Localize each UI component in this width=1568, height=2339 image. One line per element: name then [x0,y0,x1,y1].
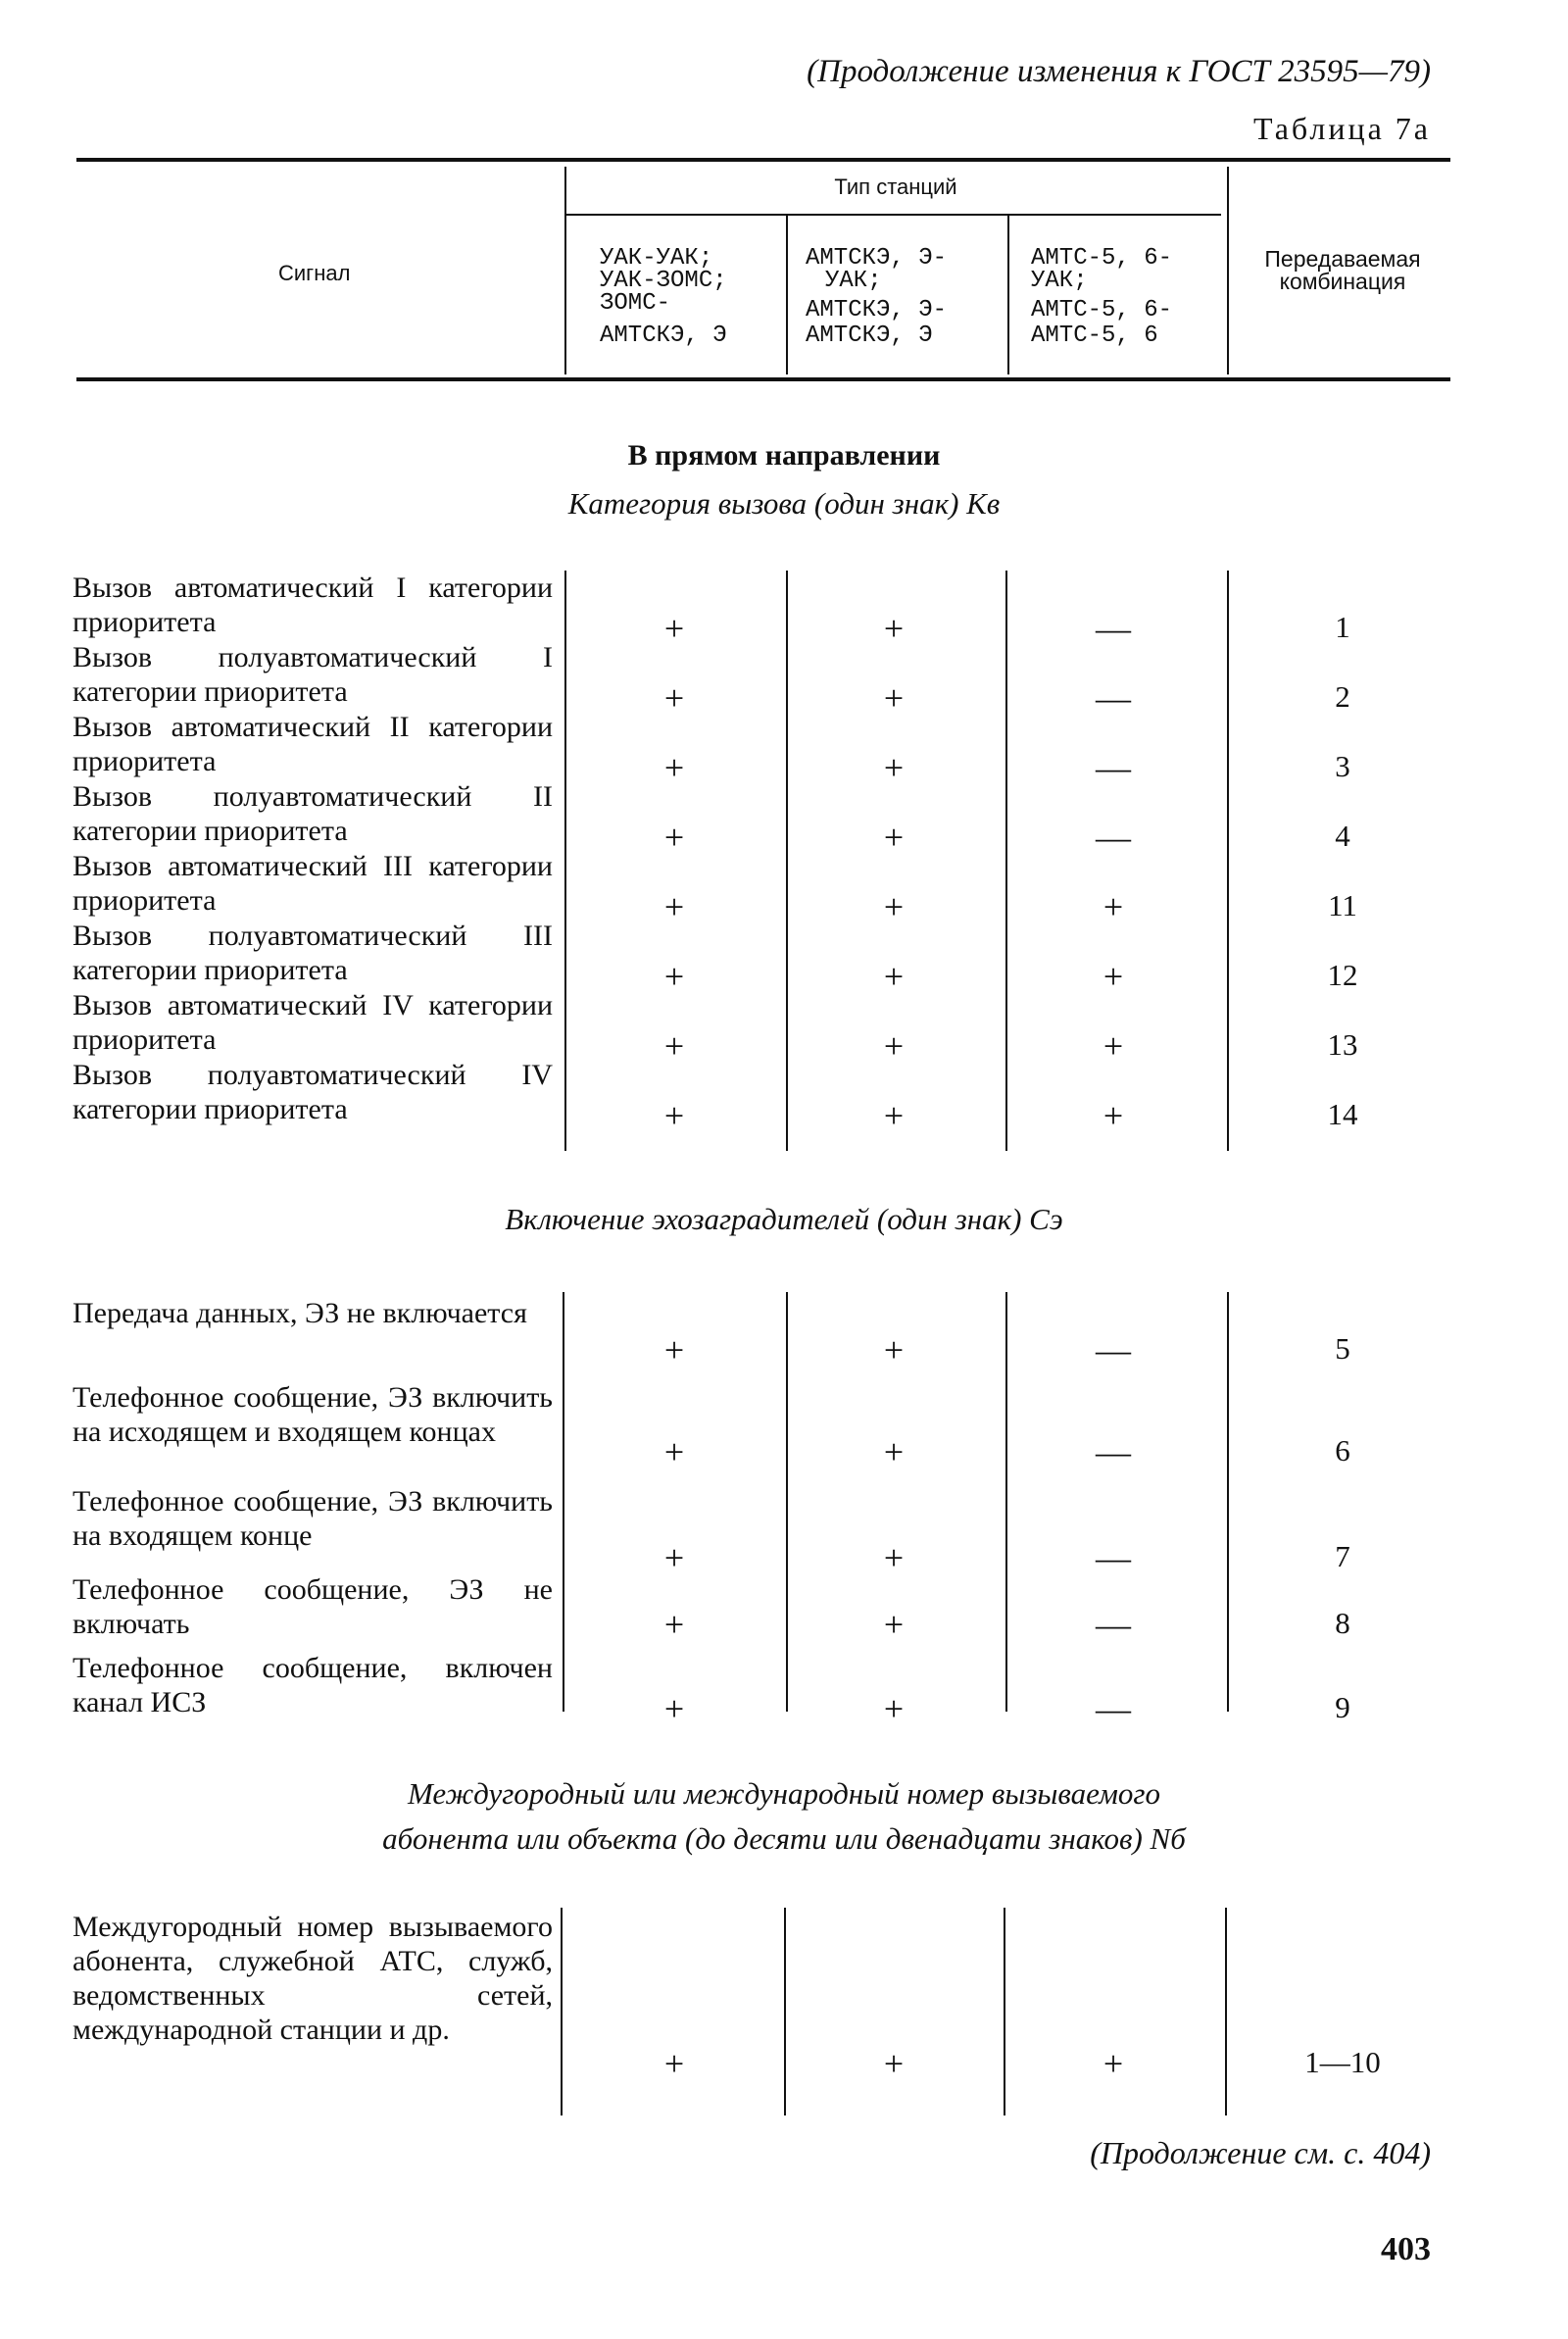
s1-vline-1 [564,571,566,1151]
station-type-header: Тип станций [834,174,957,199]
availability-mark: + [663,1096,685,1135]
section-3-title-line-1: Междугородный или международный номер вызываемого [407,1776,1161,1811]
col1-line: УАК-УАК; [600,245,713,272]
availability-mark: — [1096,1605,1131,1644]
page-number: 403 [1381,2231,1431,2267]
combination-code: 8 [1335,1606,1350,1640]
signal-text: Телефонное сообщение, ЭЗ включить на исходящем и входящем концах [73,1381,553,1448]
section-1-title: Категория вызова (один знак) Кв [567,486,1001,521]
availability-mark: + [883,957,905,996]
availability-mark: + [663,1330,685,1369]
availability-mark: — [1096,1538,1131,1577]
signal-text: Вызов автоматический III категории приоритета [73,850,553,917]
availability-mark: + [883,1605,905,1644]
signal-text: Вызов автоматический II категории приоритета [73,711,553,777]
availability-mark: + [1102,1096,1124,1135]
col1-line: АМТСКЭ, Э [600,323,727,349]
availability-mark: + [883,1096,905,1135]
combination-code: 1 [1335,610,1350,644]
availability-mark: + [663,2044,685,2083]
availability-mark: + [663,887,685,926]
col2-line: АМТСКЭ, Э- [806,297,948,323]
combination-code: 14 [1327,1097,1358,1131]
availability-mark: + [663,609,685,648]
combination-code: 6 [1335,1433,1350,1468]
header-top-rule [76,158,1450,162]
availability-mark: + [883,1026,905,1066]
col3-line: АМТС-5, 6- [1031,297,1173,323]
col2-line: АМТСКЭ, Э [806,323,933,349]
availability-mark: — [1096,748,1131,787]
signal-text: Вызов полуавтоматический II категории приоритета [73,780,553,847]
combination-code: 12 [1327,958,1358,992]
availability-mark: — [1096,1689,1131,1728]
signal-text: Вызов автоматический I категории приоритета [73,572,553,638]
availability-mark: — [1096,818,1131,857]
availability-mark: + [883,1689,905,1728]
availability-mark: + [663,1026,685,1066]
continuation-header: (Продолжение изменения к ГОСТ 23595—79) [807,54,1431,89]
combination-code: 1—10 [1304,2045,1381,2079]
combo-line: комбинация [1279,269,1406,294]
s2-vline-4 [1227,1292,1229,1712]
availability-mark: + [883,748,905,787]
combination-code: 5 [1335,1331,1350,1366]
col1-line: ЗОМС- [600,290,671,317]
s1-vline-2 [786,571,788,1151]
s1-vline-3 [1005,571,1007,1151]
signal-text: Передача данных, ЭЗ не включается [73,1297,527,1329]
availability-mark: + [883,1330,905,1369]
header-vline-2 [786,216,788,374]
signal-text: Телефонное сообщение, ЭЗ включить на входящем конце [73,1485,553,1552]
col2-line: УАК; [825,268,882,294]
combination-code: 2 [1335,679,1350,714]
availability-mark: — [1096,609,1131,648]
signal-text: Вызов полуавтоматический I категории приоритета [73,641,553,708]
availability-mark: + [1102,957,1124,996]
header-vline-4 [1227,167,1229,374]
signal-column-header: Сигнал [278,261,351,285]
s1-vline-4 [1227,571,1229,1151]
availability-mark: + [663,957,685,996]
continued-note: (Продолжение см. с. 404) [1090,2135,1431,2170]
signal-text: Вызов полуавтоматический IV категории приоритета [73,1059,553,1125]
combination-code: 13 [1327,1027,1358,1062]
s2-vline-1 [563,1292,564,1712]
s3-vline-3 [1004,1908,1005,2115]
availability-mark: — [1096,1330,1131,1369]
signal-text: Телефонное сообщение, включен канал ИСЗ [73,1652,553,1718]
s2-vline-3 [1005,1292,1007,1712]
header-bottom-rule [76,377,1450,381]
col3-line: АМТС-5, 6 [1031,323,1158,349]
col3-line: АМТС-5, 6- [1031,245,1173,272]
availability-mark: + [1102,887,1124,926]
table-label: Таблица 7а [1252,111,1431,146]
combination-code: 4 [1335,819,1350,853]
availability-mark: + [663,678,685,718]
direction-heading: В прямом направлении [627,439,941,472]
availability-mark: — [1096,1432,1131,1471]
combination-code: 9 [1335,1690,1350,1724]
availability-mark: + [663,748,685,787]
availability-mark: — [1096,678,1131,718]
s3-vline-4 [1225,1908,1227,2115]
s3-vline-1 [561,1908,563,2115]
s2-vline-2 [786,1292,788,1712]
s3-vline-2 [784,1908,786,2115]
availability-mark: + [883,887,905,926]
combination-code: 11 [1328,888,1357,922]
availability-mark: + [663,1605,685,1644]
header-vline-3 [1007,216,1009,374]
availability-mark: + [663,1538,685,1577]
availability-mark: + [1102,2044,1124,2083]
col3-line: УАК; [1031,268,1088,294]
signal-text: Вызов полуавтоматический III категории приоритета [73,920,553,986]
availability-mark: + [663,1689,685,1728]
signal-text: Междугородный номер вызываемого абонента, служебной АТС, служб, ведомственных сетей, международной станции и др. [73,1911,553,2046]
availability-mark: + [883,2044,905,2083]
availability-mark: + [883,818,905,857]
section-2-title: Включение эхозаградителей (один знак) Сэ [505,1202,1063,1236]
signal-text: Вызов автоматический IV категории приоритета [73,989,553,1056]
col1-line: УАК-ЗОМС; [600,268,727,294]
combination-code: 3 [1335,749,1350,783]
station-type-rule [564,214,1221,216]
col2-line: АМТСКЭ, Э- [806,245,948,272]
availability-mark: + [883,1538,905,1577]
availability-mark: + [883,678,905,718]
availability-mark: + [1102,1026,1124,1066]
signal-text: Телефонное сообщение, ЭЗ не включать [73,1573,553,1640]
availability-mark: + [663,1432,685,1471]
availability-mark: + [883,1432,905,1471]
availability-mark: + [663,818,685,857]
availability-mark: + [883,609,905,648]
section-3-title-line-2: абонента или объекта (до десяти или двенадцати знаков) Nб [382,1821,1186,1856]
combo-line: Передаваемая [1264,246,1421,272]
combination-code: 7 [1335,1539,1350,1573]
